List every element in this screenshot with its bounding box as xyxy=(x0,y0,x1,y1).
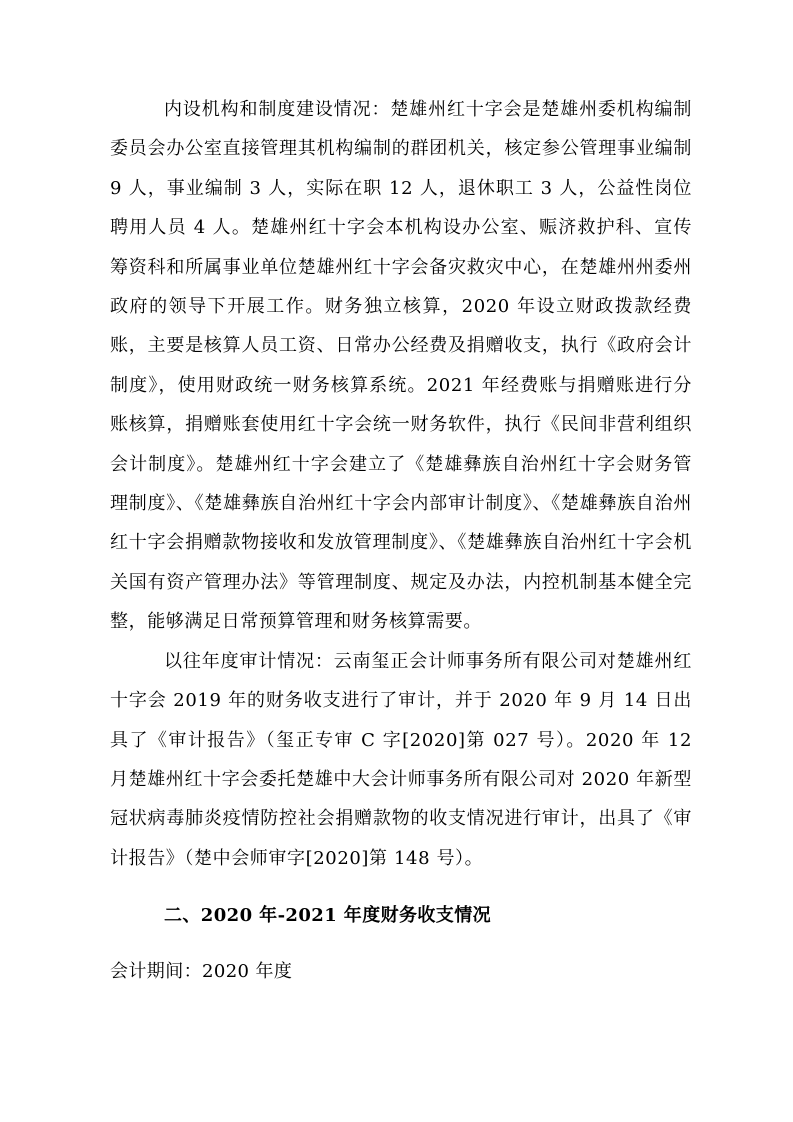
section-heading: 二、2020 年-2021 年度财务收支情况 xyxy=(164,905,491,927)
paragraph-internal-structure: 内设机构和制度建设情况：楚雄州红十字会是楚雄州委机构编制委员会办公室直接管理其机构编制的群团机关，核定参公管理事业编制 9 人，事业编制 3 人，实际在职 12 人，退休职工 3 人，公益性岗位聘用人员 4 人。楚雄州红十字会本机构设办公室、赈济救护科、宣传筹资科和所属事业单位楚雄州红十字会备灾救灾中心，在楚雄州州委州政府的领导下开展工作。财务独立核算，2020 年设立财政拨款经费账，主要是核算人员工资、日常办公经费及捐赠收支，执行《政府会计制度》，使用财政统一财务核算系统。2021 年经费账与捐赠账进行分账核算，捐赠账套使用红十字会统一财务软件，执行《民间非营利组织会计制度》。楚雄州红十字会建立了《楚雄彝族自治州红十字会财务管理制度》、《楚雄彝族自治州红十字会内部审计制度》、《楚雄彝族自治州红十字会捐赠款物接收和发放管理制度》、《楚雄彝族自治州红十字会机关国有资产管理办法》等管理制度、规定及办法，内控机制基本健全完整，能够满足日常预算管理和财务核算需要。 xyxy=(110,99,692,633)
accounting-period: 会计期间：2020 年度 xyxy=(110,961,293,983)
document-page xyxy=(110,90,692,992)
paragraph-previous-audit: 以往年度审计情况：云南玺正会计师事务所有限公司对楚雄州红十字会 2019 年的财务收支进行了审计，并于 2020 年 9 月 14 日出具了《审计报告》（玺正专审 C 字[2020]第 027 号）。2020 年 12 月楚雄州红十字会委托楚雄中大会计师事务所有限公司对 2020 年新型冠状病毒肺炎疫情防控社会捐赠款物的收支情况进行审计，出具了《审计报告》（楚中会师审字[2020]第 148 号）。 xyxy=(110,650,692,869)
